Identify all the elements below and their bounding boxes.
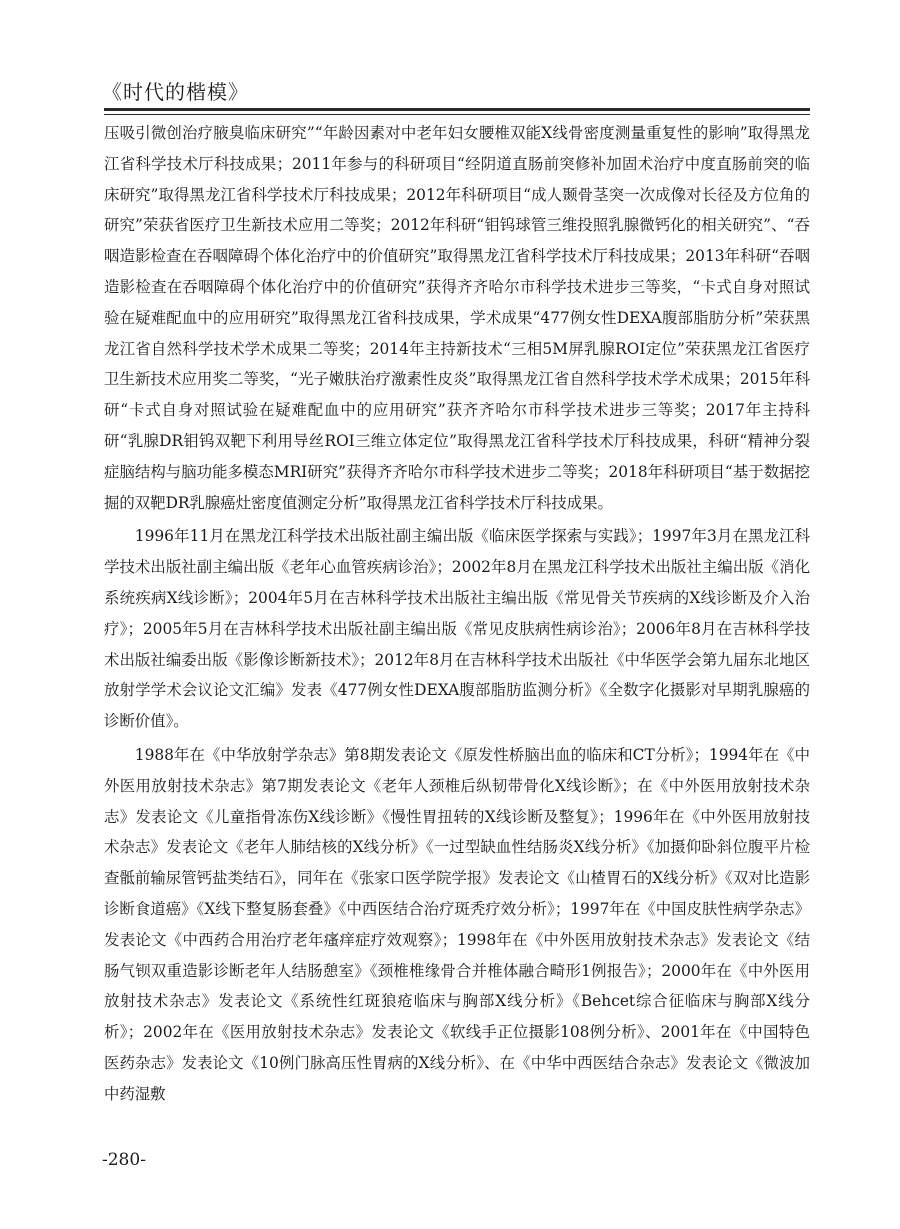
body-text (104, 118, 810, 1110)
page-number: -280- (102, 1150, 146, 1170)
paragraph-research-achievements: 压吸引微创治疗腋臭临床研究”“年龄因素对中老年妇女腰椎双能X线骨密度测量重复性的影响”取得黑龙江省科学技术厅科技成果；2011年参与的科研项目“经阴道直肠前突修补加固术治疗中度直肠前突的临床研究”取得黑龙江省科学技术厅科技成果；2012年科研项目“成人颞骨茎突一次成像对长径及方位角的研究”荣获省医疗卫生新技术应用二等奖；2012年科研“钼钨球管三维投照乳腺微钙化的相关研究”、“吞咽造影检查在吞咽障碍个体化治疗中的价值研究”取得黑龙江省科学技术厅科技成果；2013年科研“吞咽造影检查在吞咽障碍个体化治疗中的价值研究”获得齐齐哈尔市科学技术进步三等奖，“卡式自身对照试验在疑难配血中的应用研究”取得黑龙江省科技成果，学术成果“477例女性DEXA腹部脂肪分析”荣获黑龙江省自然科学技术学术成果二等奖；2014年主持新技术“三相5M屏乳腺ROI定位”荣获黑龙江省医疗卫生新技术应用奖二等奖，“光子嫩肤治疗激素性皮炎”取得黑龙江省自然科学技术学术成果；2015年科研“卡式自身对照试验在疑难配血中的应用研究”获齐齐哈尔市科学技术进步三等奖；2017年主持科研“乳腺DR钼钨双靶下利用导丝ROI三维立体定位”取得黑龙江省科学技术厅科技成果，科研“精神分裂症脑结构与脑功能多模态MRI研究”获得齐齐哈尔市科学技术进步二等奖；2018年科研项目“基于数据挖掘的双靶DR乳腺癌灶密度值测定分析”取得黑龙江省科学技术厅科技成果。 (104, 124, 810, 512)
paragraph-books: 1996年11月在黑龙江科学技术出版社副主编出版《临床医学探索与实践》；1997年3月在黑龙江科学技术出版社副主编出版《老年心血管疾病诊治》；2002年8月在黑龙江科学技术出版社主编出版《消化系统疾病X线诊断》；2004年5月在吉林科学技术出版社主编出版《常见骨关节疾病的X线诊断及介入治疗》；2005年5月在吉林科学技术出版社副主编出版《常见皮肤病性病诊治》；2006年8月在吉林科学技术出版社编委出版《影像诊断新技术》；2012年8月在吉林科学技术出版社《中华医学会第九届东北地区放射学学术会议论文汇编》发表《477例女性DEXA腹部脂肪监测分析》《全数字化摄影对早期乳腺癌的诊断价值》。 (104, 527, 810, 731)
header-rule-thin (104, 114, 810, 115)
paragraph-papers: 1988年在《中华放射学杂志》第8期发表论文《原发性桥脑出血的临床和CT分析》；1994年在《中外医用放射技术杂志》第7期发表论文《老年人颈椎后纵韧带骨化X线诊断》；在《中外医用放射技术杂志》发表论文《儿童指骨冻伤X线诊断》《慢性胃扭转的X线诊断及整复》；1996年在《中外医用放射技术杂志》发表论文《老年人肺结核的X线分析》《一过型缺血性结肠炎X线分析》《加摄仰卧斜位腹平片检查骶前输尿管钙盐类结石》，同年在《张家口医学院学报》发表论文《山楂胃石的X线分析》《双对比造影诊断食道癌》《X线下整复肠套叠》《中西医结合治疗斑秃疗效分析》；1997年在《中国皮肤性病学杂志》发表论文《中西药合用治疗老年瘙痒症疗效观察》；1998年在《中外医用放射技术杂志》发表论文《结肠气钡双重造影诊断老年人结肠憩室》《颈椎椎缘骨合并椎体融合畸形1例报告》；2000年在《中外医用放射技术杂志》发表论文《系统性红斑狼疮临床与胸部X线分析》《Behcet综合征临床与胸部X线分析》；2002年在《医用放射技术杂志》发表论文《软线手正位摄影108例分析》、2001年在《中国特色医药杂志》发表论文《10例门脉高压性胃病的X线分析》、在《中华中西医结合杂志》发表论文《微波加中药湿敷 (104, 745, 810, 1103)
header-rule-thick (104, 108, 810, 111)
running-header-title: 《时代的楷模》 (102, 80, 249, 104)
